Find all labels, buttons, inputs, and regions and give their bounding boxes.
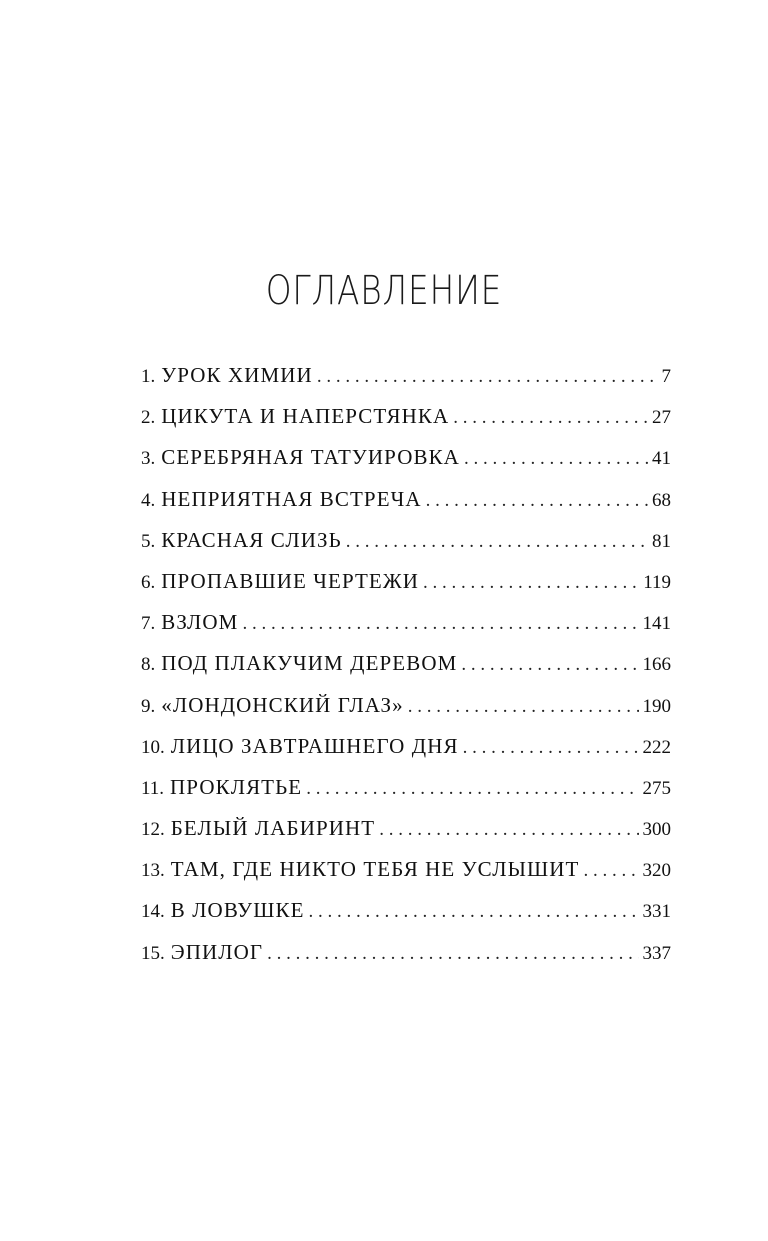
dot-leader [426, 480, 648, 521]
dot-leader [408, 686, 639, 727]
toc-entry [141, 849, 671, 890]
entry-title: СЕРЕБРЯНАЯ ТАТУИРОВКА [161, 445, 460, 470]
entry-title: «ЛОНДОНСКИЙ ГЛАЗ» [161, 692, 404, 717]
entry-number: 1. [141, 366, 156, 387]
toc-entry [141, 932, 671, 973]
toc-entry [141, 890, 671, 931]
table-of-contents [141, 355, 671, 973]
entry-page-number: 119 [643, 571, 671, 593]
entry-page-number: 190 [642, 695, 671, 717]
entry-title: ПРОПАВШИЕ ЧЕРТЕЖИ [161, 568, 420, 593]
toc-heading: ОГЛАВЛЕНИЕ [265, 268, 503, 314]
toc-entry [141, 602, 671, 643]
entry-number: 15. [141, 942, 165, 964]
toc-entry [141, 355, 671, 396]
entry-title: ЛИЦО ЗАВТРАШНЕГО ДНЯ [170, 733, 459, 758]
entry-page-number: 41 [652, 448, 671, 470]
dot-leader [379, 809, 638, 850]
entry-number: 5. [141, 530, 156, 552]
dot-leader [583, 850, 638, 891]
toc-entry [141, 685, 671, 726]
entry-page-number: 222 [642, 736, 671, 758]
dot-leader [267, 933, 638, 974]
entry-title: ПОД ПЛАКУЧИМ ДЕРЕВОМ [161, 651, 458, 676]
toc-entry [141, 726, 671, 767]
entry-page-number: 68 [652, 489, 671, 511]
toc-entry [141, 396, 671, 437]
entry-number: 3. [141, 448, 156, 470]
entry-title: ПРОКЛЯТЬЕ [170, 774, 303, 799]
entry-number: 2. [141, 407, 156, 429]
dot-leader [464, 438, 648, 479]
entry-number: 4. [141, 489, 156, 511]
entry-number: 14. [141, 901, 165, 923]
entry-page-number: 331 [642, 901, 671, 923]
entry-title: В ЛОВУШКЕ [170, 898, 305, 923]
dot-leader [463, 727, 639, 768]
entry-number: 13. [141, 860, 165, 882]
toc-entry [141, 561, 671, 602]
entry-page-number: 141 [642, 613, 671, 635]
entry-number: 8. [141, 654, 156, 676]
dot-leader [317, 356, 658, 397]
entry-page-number: 166 [642, 654, 671, 676]
dot-leader [423, 562, 639, 603]
entry-title: НЕПРИЯТНАЯ ВСТРЕЧА [161, 486, 422, 511]
entry-page-number: 7 [661, 366, 671, 387]
dot-leader [309, 891, 639, 932]
dot-leader [346, 521, 648, 562]
entry-number: 10. [141, 736, 165, 758]
toc-entry [141, 808, 671, 849]
entry-title: БЕЛЫЙ ЛАБИРИНТ [170, 816, 376, 841]
entry-title: ВЗЛОМ [161, 610, 239, 635]
entry-page-number: 320 [642, 860, 671, 882]
entry-title: ТАМ, ГДЕ НИКТО ТЕБЯ НЕ УСЛЫШИТ [170, 857, 580, 882]
entry-title: ЦИКУТА И НАПЕРСТЯНКА [161, 404, 450, 429]
dot-leader [306, 768, 638, 809]
toc-entry [141, 643, 671, 684]
entry-page-number: 275 [642, 777, 671, 799]
entry-number: 11. [141, 777, 165, 799]
entry-number: 7. [141, 613, 156, 635]
dot-leader [453, 397, 648, 438]
entry-title: УРОК ХИМИИ [161, 363, 313, 387]
entry-number: 6. [141, 571, 156, 593]
dot-leader [242, 603, 638, 644]
toc-entry [141, 520, 671, 561]
toc-entry [141, 479, 671, 520]
entry-number: 12. [141, 819, 165, 841]
entry-title: КРАСНАЯ СЛИЗЬ [161, 527, 342, 552]
toc-entry [141, 767, 671, 808]
entry-page-number: 337 [642, 942, 671, 964]
dot-leader [461, 644, 638, 685]
toc-entry [141, 437, 671, 478]
entry-title: ЭПИЛОГ [170, 939, 264, 964]
entry-page-number: 27 [652, 407, 671, 429]
entry-page-number: 300 [642, 819, 671, 841]
entry-number: 9. [141, 695, 156, 717]
entry-page-number: 81 [652, 530, 671, 552]
